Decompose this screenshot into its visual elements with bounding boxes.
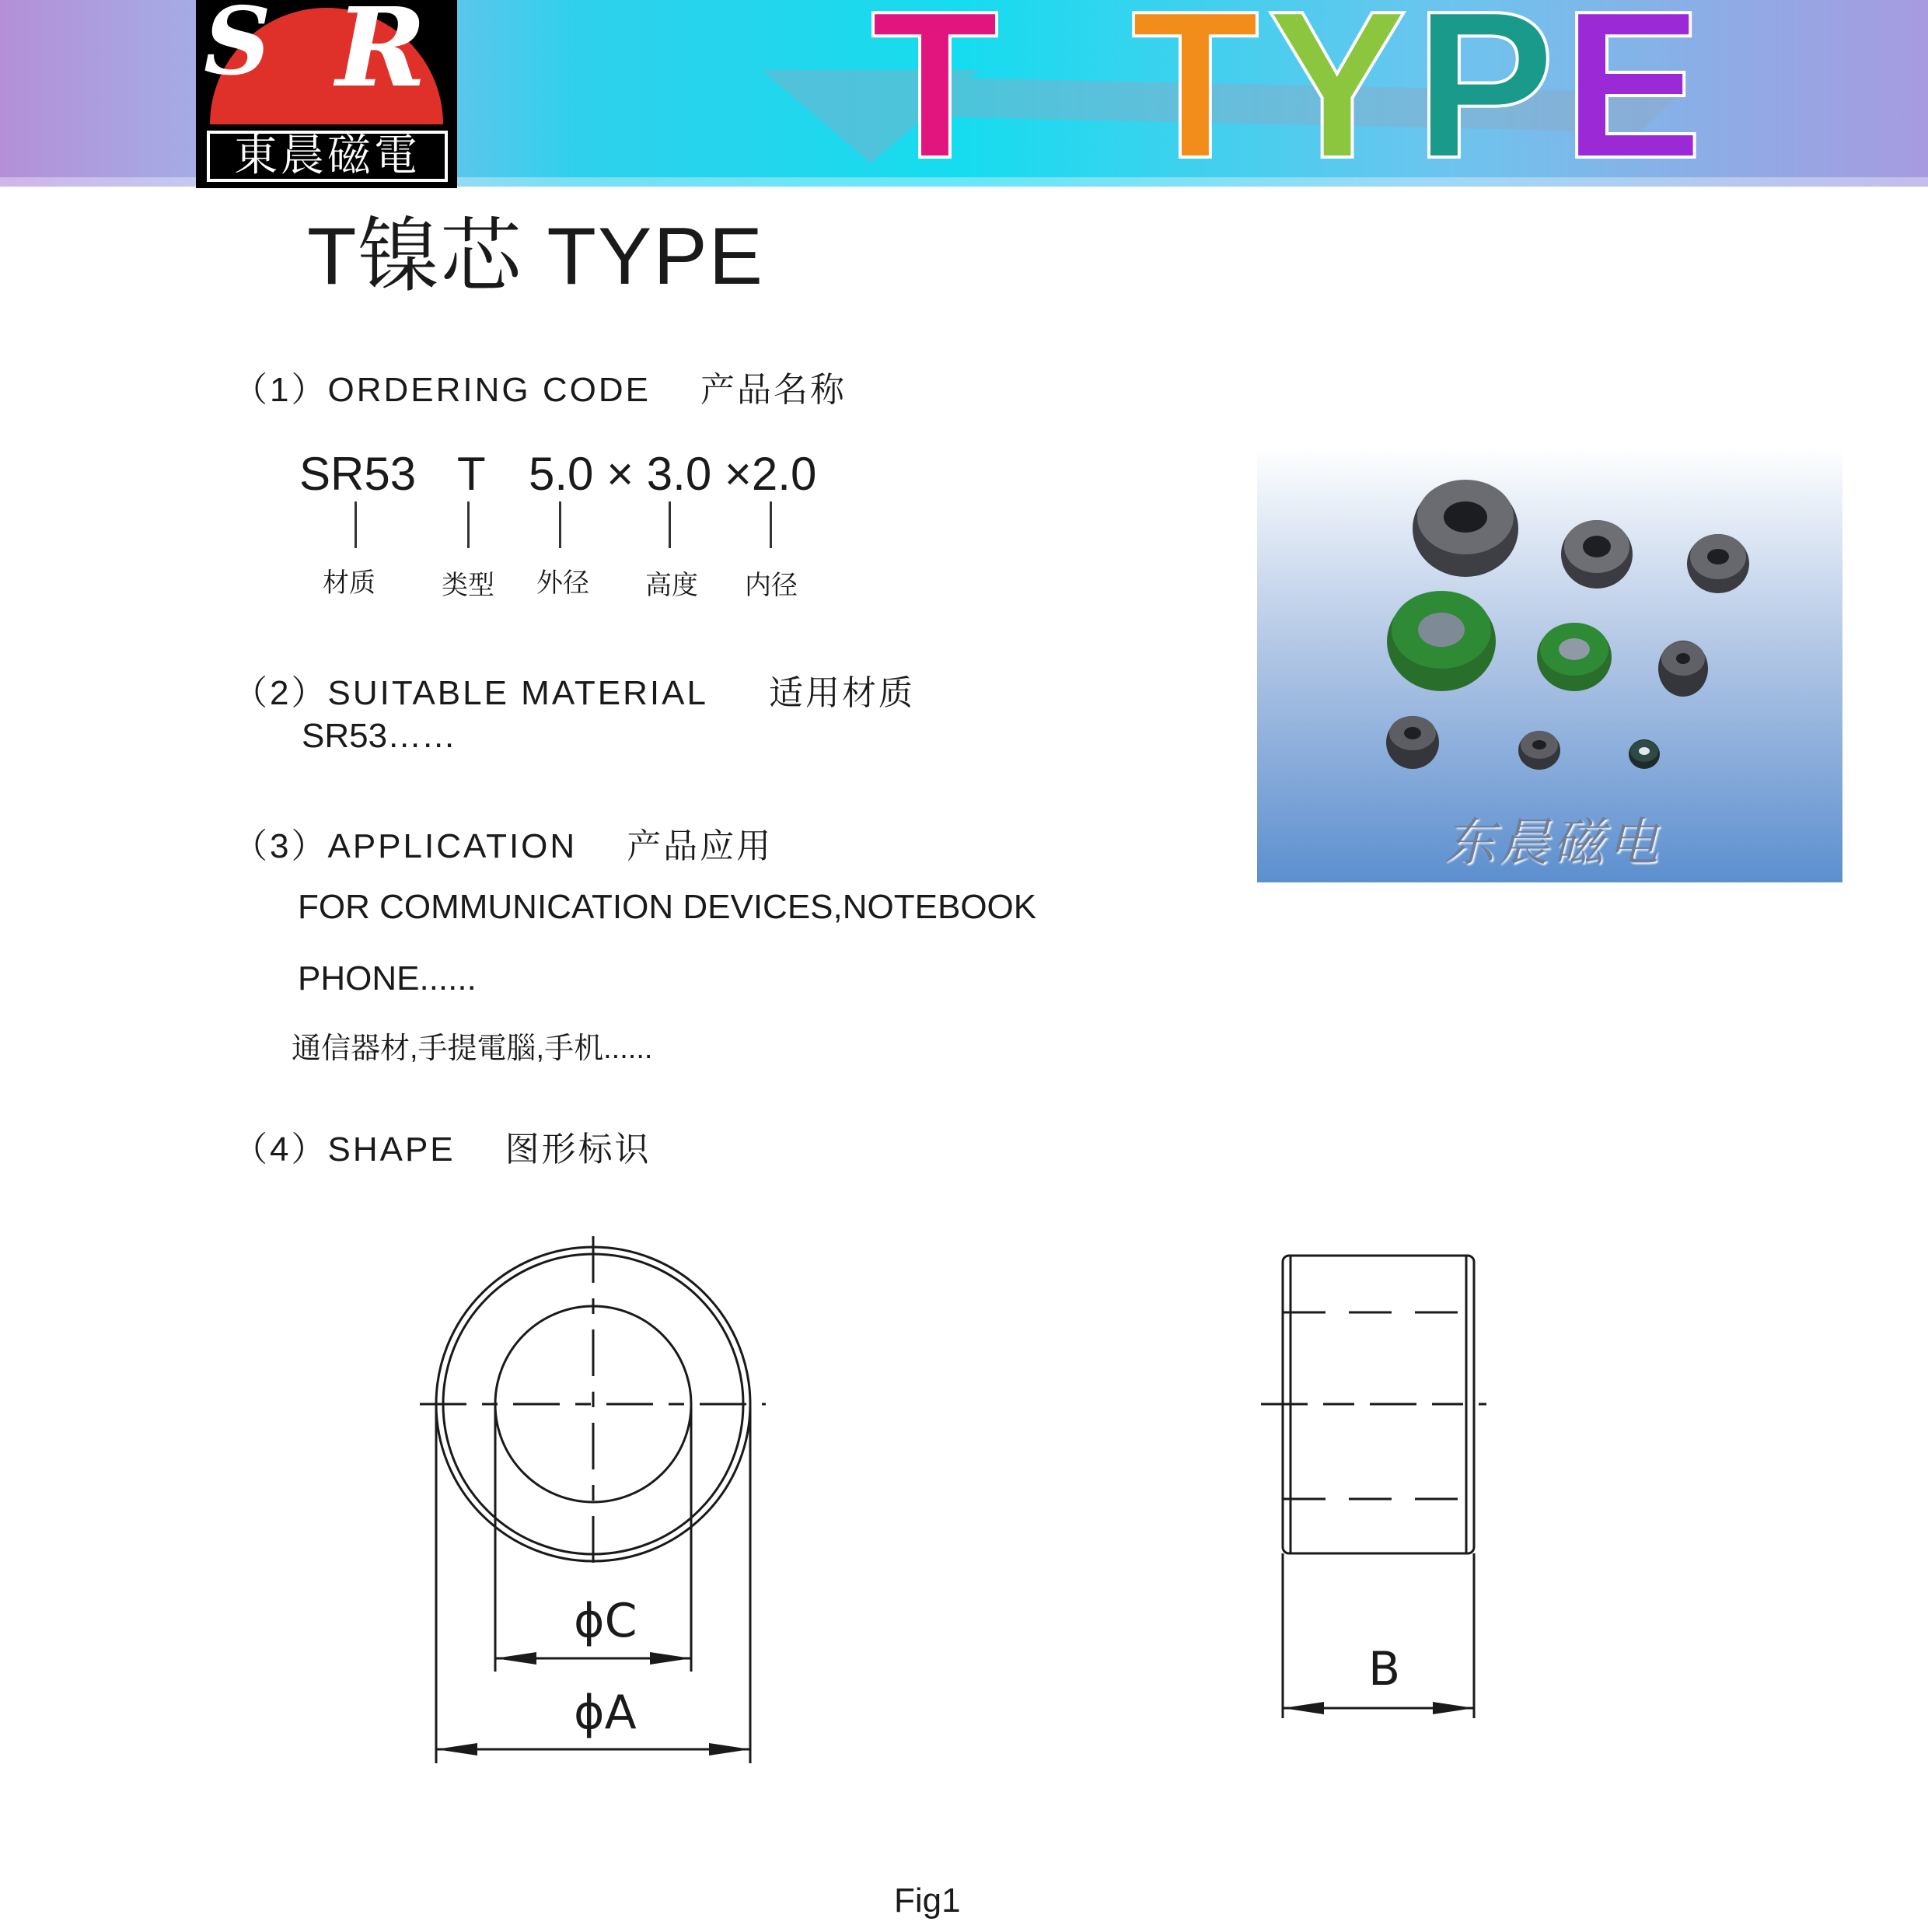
section-number: （4） bbox=[233, 1130, 328, 1169]
section-shape bbox=[233, 1121, 651, 1171]
section-title: APPLICATION bbox=[327, 827, 578, 865]
svg-text:S: S bbox=[204, 0, 271, 96]
logo-text: 東晨磁電 bbox=[207, 131, 448, 182]
section-application bbox=[233, 818, 773, 868]
dimension-a-label: ϕA bbox=[574, 1686, 637, 1740]
company-logo bbox=[196, 0, 457, 188]
section-title: ORDERING CODE bbox=[327, 371, 651, 409]
code-part-type: T bbox=[457, 448, 486, 500]
core-medium-dark bbox=[1561, 520, 1633, 589]
logo-mark bbox=[196, 0, 457, 132]
core-tiny-dark bbox=[1518, 731, 1560, 770]
code-tick bbox=[770, 501, 772, 548]
core-large-green bbox=[1387, 591, 1496, 691]
svg-text:R: R bbox=[336, 0, 427, 112]
code-tick bbox=[559, 501, 561, 548]
code-label: 高度 bbox=[645, 571, 698, 600]
core-medium-dark bbox=[1687, 534, 1749, 593]
code-tick bbox=[669, 501, 671, 548]
code-tick bbox=[467, 501, 470, 548]
section-ordering-code bbox=[233, 362, 847, 411]
dimension-c-label: ϕC bbox=[574, 1594, 637, 1648]
core-large-dark bbox=[1413, 480, 1518, 577]
section-title-cn: 图形标识 bbox=[505, 1130, 651, 1169]
application-line-3: 通信器材,手提電腦,手机...... bbox=[292, 1032, 653, 1065]
code-part-dimensions: 5.0 × 3.0 ×2.0 bbox=[529, 448, 817, 500]
banner-title bbox=[871, 0, 1711, 202]
code-label: 内径 bbox=[745, 571, 798, 600]
banner-title-t2: T bbox=[1130, 0, 1267, 202]
code-label: 外径 bbox=[536, 568, 589, 598]
core-medium-green bbox=[1537, 623, 1612, 691]
material-value: SR53…… bbox=[302, 717, 456, 755]
application-line-1: FOR COMMUNICATION DEVICES,NOTEBOOK bbox=[298, 888, 1037, 926]
banner-title-p: P bbox=[1414, 0, 1563, 202]
figure-label: Fig1 bbox=[894, 1881, 961, 1920]
section-title-cn: 产品名称 bbox=[700, 371, 847, 409]
photo-caption: 东晨磁电 bbox=[1444, 813, 1661, 871]
dimension-b-label: B bbox=[1368, 1642, 1401, 1696]
core-small-dark bbox=[1386, 716, 1439, 769]
shape-drawing bbox=[0, 1213, 1928, 1804]
section-title-cn: 产品应用 bbox=[627, 827, 774, 865]
section-number: （2） bbox=[233, 674, 328, 712]
section-number: （1） bbox=[233, 371, 328, 409]
section-suitable-material bbox=[233, 665, 915, 714]
core-small-dark bbox=[1658, 641, 1708, 697]
application-line-2: PHONE...... bbox=[298, 959, 477, 997]
code-label: 材质 bbox=[323, 568, 375, 598]
code-part-material: SR53 bbox=[299, 448, 417, 500]
section-title-cn: 适用材质 bbox=[768, 674, 915, 712]
code-tick bbox=[355, 501, 357, 548]
section-title: SHAPE bbox=[327, 1130, 456, 1169]
section-title: SUITABLE MATERIAL bbox=[327, 674, 708, 712]
code-label: 类型 bbox=[442, 571, 494, 600]
product-photo bbox=[1257, 447, 1842, 882]
page-title: T镍芯 TYPE bbox=[307, 211, 765, 302]
banner-title-t: T bbox=[871, 0, 1007, 202]
core-tiny-dark bbox=[1629, 739, 1660, 769]
banner-title-e: E bbox=[1563, 0, 1711, 202]
banner-title-y: Y bbox=[1266, 0, 1415, 202]
center-lines bbox=[420, 1236, 766, 1570]
section-number: （3） bbox=[233, 827, 328, 865]
hidden-lines bbox=[1283, 1312, 1474, 1499]
